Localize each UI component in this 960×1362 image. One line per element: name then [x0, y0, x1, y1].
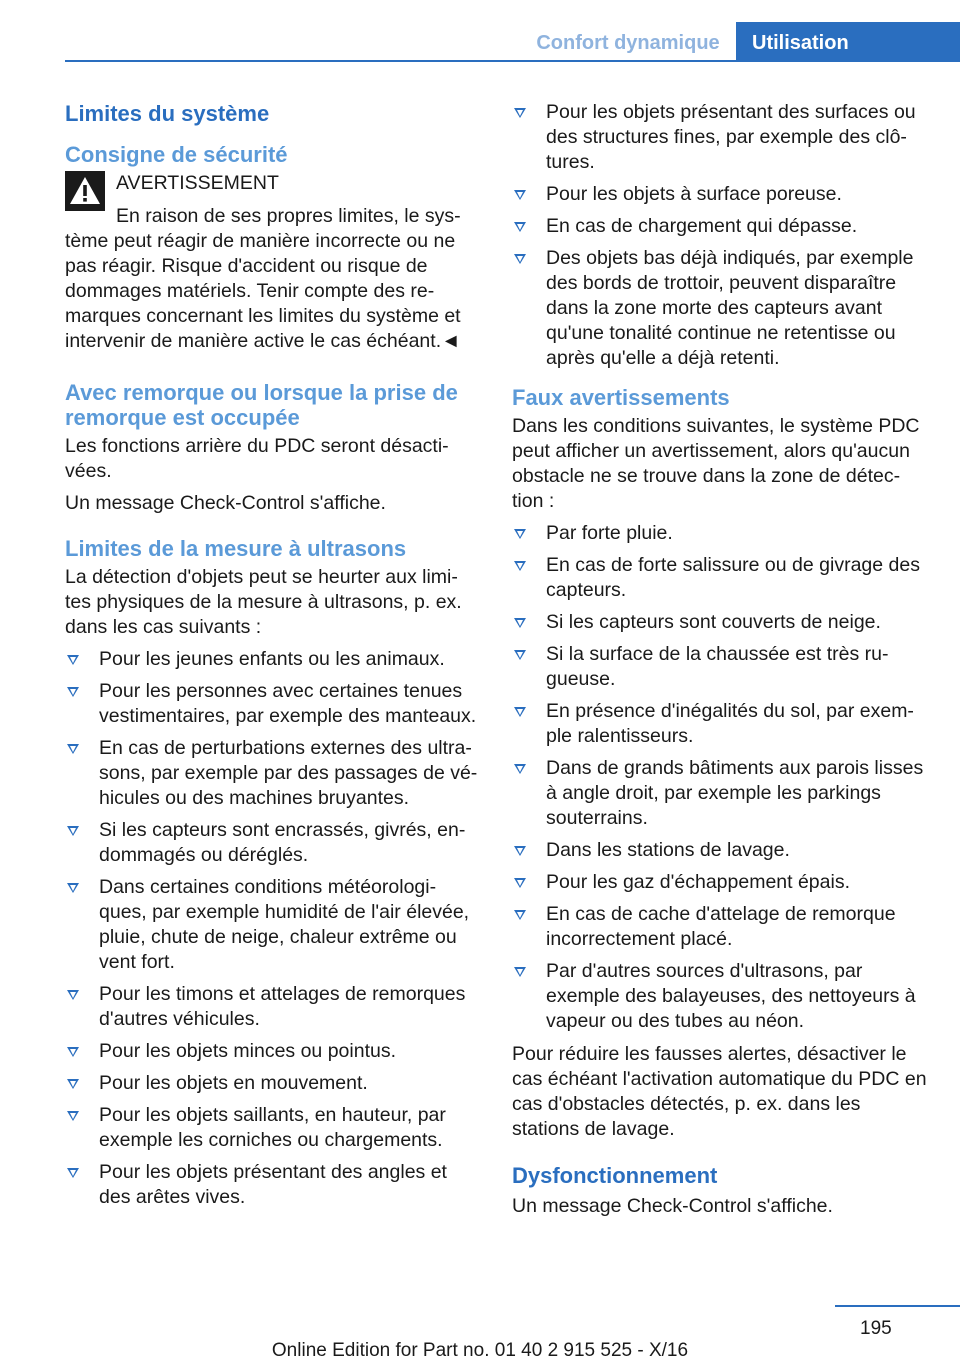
- list-item: Des objets bas déjà indiqués, par exemple des bords de trottoir, peuvent disparaître dans la zone morte des capteurs avant qu'une tonalité continue ne retentisse ou après qu'elle a déjà retenti.: [512, 246, 930, 371]
- ultrasound-title: Limites de la mesure à ultrasons: [65, 536, 407, 561]
- list-item: Pour les objets minces ou pointus.: [65, 1039, 480, 1064]
- list-item: Dans les stations de lavage.: [512, 838, 930, 863]
- footer-rule: [835, 1305, 960, 1307]
- list-item: Par forte pluie.: [512, 521, 930, 546]
- trailer-paragraph: Un message Check-Control s'affiche.: [65, 492, 386, 514]
- ultrasound-list-continued: [512, 100, 930, 371]
- header-rule: [65, 60, 960, 62]
- list-item: Pour les objets en mouvement.: [65, 1071, 480, 1096]
- warning-text: En raison de ses propres limites, le sys-tème peut réagir de manière incorrecte ou ne pas réagir. Risque d'accident ou risque de dommages matériels. Tenir compte des re-marques concernant les limites du système et intervenir de manière active le cas échéant.◄: [65, 205, 461, 352]
- triangle-bullet-icon: [67, 1079, 79, 1089]
- ultrasound-list: [65, 647, 480, 1210]
- triangle-bullet-icon: [514, 846, 526, 856]
- list-item: Pour les objets saillants, en hauteur, par exemple les corniches ou chargements.: [65, 1103, 480, 1153]
- triangle-bullet-icon: [67, 744, 79, 754]
- list-item: Si les capteurs sont encrassés, givrés, en-dommagés ou déréglés.: [65, 818, 480, 868]
- triangle-bullet-icon: [67, 1168, 79, 1178]
- warning-title: AVERTISSEMENT: [116, 172, 279, 194]
- list-item: En cas de forte salissure ou de givrage des capteurs.: [512, 553, 930, 603]
- list-item: Pour les timons et attelages de remorques d'autres véhicules.: [65, 982, 480, 1032]
- false-warnings-list: [512, 521, 930, 1034]
- list-item: Dans certaines conditions météorologi-ques, par exemple humidité de l'air élevée, pluie, chute de neige, chaleur extrême ou vent fort.: [65, 875, 480, 975]
- triangle-bullet-icon: [514, 967, 526, 977]
- ultrasound-intro: La détection d'objets peut se heurter aux limi-tes physiques de la mesure à ultrasons, p. ex. dans les cas suivants :: [65, 566, 462, 638]
- triangle-bullet-icon: [514, 561, 526, 571]
- triangle-bullet-icon: [514, 618, 526, 628]
- triangle-bullet-icon: [514, 910, 526, 920]
- chapter-tab: Utilisation: [736, 22, 960, 62]
- list-item: Si les capteurs sont couverts de neige.: [512, 610, 930, 635]
- triangle-bullet-icon: [514, 222, 526, 232]
- trailer-paragraph: Les fonctions arrière du PDC seront désacti-vées.: [65, 435, 449, 482]
- malfunction-text: Un message Check-Control s'affiche.: [512, 1195, 833, 1217]
- triangle-bullet-icon: [514, 764, 526, 774]
- trailer-title: Avec remorque ou lorsque la prise de remorque est occupée: [65, 380, 458, 430]
- section-heading: Limites du système: [65, 101, 270, 126]
- triangle-bullet-icon: [67, 826, 79, 836]
- list-item: En présence d'inégalités du sol, par exem-ple ralentisseurs.: [512, 699, 930, 749]
- triangle-bullet-icon: [67, 655, 79, 665]
- edition-footer: Online Edition for Part no. 01 40 2 915 525 - X/16: [271, 1340, 689, 1361]
- triangle-bullet-icon: [514, 707, 526, 717]
- list-item: Pour les personnes avec certaines tenues vestimentaires, par exemple des manteaux.: [65, 679, 480, 729]
- page-number: 195: [860, 1318, 892, 1339]
- triangle-bullet-icon: [67, 883, 79, 893]
- list-item: En cas de chargement qui dépasse.: [512, 214, 930, 239]
- left-column: [65, 100, 480, 1218]
- list-item: Pour les objets présentant des angles et des arêtes vives.: [65, 1160, 480, 1210]
- false-warnings-intro: Dans les conditions suivantes, le système PDC peut afficher un avertissement, alors qu'aucun obstacle ne se trouve dans la zone de détec-tion :: [512, 415, 920, 512]
- triangle-bullet-icon: [67, 1047, 79, 1057]
- triangle-bullet-icon: [67, 1111, 79, 1121]
- triangle-bullet-icon: [514, 254, 526, 264]
- triangle-bullet-icon: [67, 990, 79, 1000]
- false-warnings-title: Faux avertissements: [512, 385, 730, 410]
- list-item: En cas de cache d'attelage de remorque incorrectement placé.: [512, 902, 930, 952]
- list-item: Pour les gaz d'échappement épais.: [512, 870, 930, 895]
- right-column: [512, 100, 930, 1226]
- malfunction-title: Dysfonctionnement: [512, 1163, 718, 1188]
- list-item: En cas de perturbations externes des ultra-sons, par exemple par des passages de vé-hicules ou des machines bruyantes.: [65, 736, 480, 811]
- warning-triangle-icon: [65, 171, 105, 211]
- triangle-bullet-icon: [514, 108, 526, 118]
- safety-title: Consigne de sécurité: [65, 142, 288, 167]
- triangle-bullet-icon: [514, 190, 526, 200]
- list-item: Pour les objets à surface poreuse.: [512, 182, 930, 207]
- list-item: Pour les jeunes enfants ou les animaux.: [65, 647, 480, 672]
- list-item: Par d'autres sources d'ultrasons, par exemple des balayeuses, des nettoyeurs à vapeur ou des tubes au néon.: [512, 959, 930, 1034]
- section-tab: Confort dynamique: [536, 32, 720, 54]
- list-item: Si la surface de la chaussée est très ru-gueuse.: [512, 642, 930, 692]
- warning-block: [65, 171, 480, 354]
- triangle-bullet-icon: [514, 650, 526, 660]
- triangle-bullet-icon: [514, 529, 526, 539]
- list-item: Pour les objets présentant des surfaces ou des structures fines, par exemple des clô-tures.: [512, 100, 930, 175]
- triangle-bullet-icon: [67, 687, 79, 697]
- page-header: [0, 0, 960, 62]
- list-item: Dans de grands bâtiments aux parois lisses à angle droit, par exemple les parkings souterrains.: [512, 756, 930, 831]
- false-warnings-outro: Pour réduire les fausses alertes, désactiver le cas échéant l'activation automatique du PDC en cas d'obstacles détectés, p. ex. dans les stations de lavage.: [512, 1043, 927, 1140]
- triangle-bullet-icon: [514, 878, 526, 888]
